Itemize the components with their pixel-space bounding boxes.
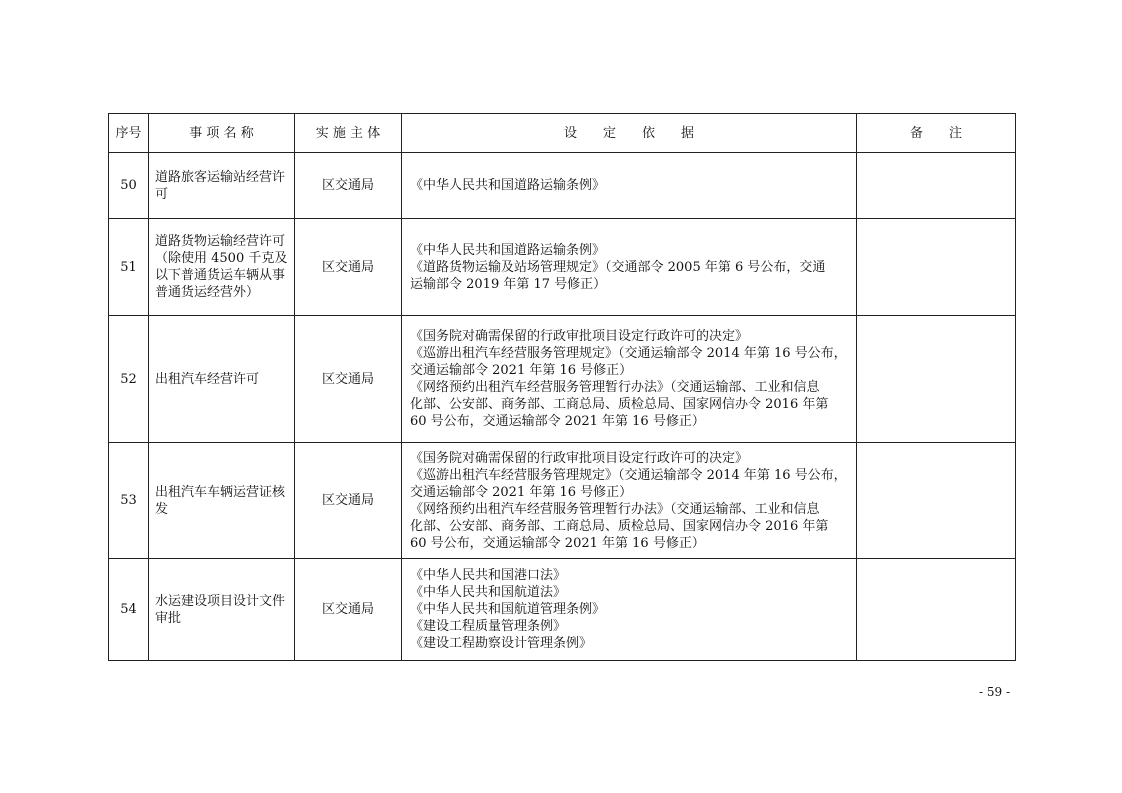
basis-line: 《中华人民共和国航道法》 — [410, 585, 567, 600]
table-header-row — [109, 114, 1016, 153]
row-index: 53 — [109, 443, 149, 559]
row-index: 50 — [109, 153, 149, 219]
row-name: 道路货物运输经营许可（除使用 4500 千克及以下普通货运车辆从事普通货运经营外） — [149, 219, 295, 316]
row-index: 52 — [109, 316, 149, 443]
basis-line: 运输部令 2019 年第 17 号修正） — [410, 276, 607, 292]
table-row — [109, 316, 1016, 443]
basis-line: 60 号公布，交通运输部令 2021 年第 16 号修正） — [410, 414, 705, 429]
basis-line: 交通运输部令 2021 年第 16 号修正） — [410, 484, 633, 500]
row-org: 区交通局 — [295, 443, 402, 559]
basis-line: 《中华人民共和国航道管理条例》 — [410, 602, 606, 617]
row-name: 出租汽车经营许可 — [149, 316, 295, 443]
basis-line: 交通运输部令 2021 年第 16 号修正） — [410, 363, 633, 378]
row-remark — [857, 316, 1016, 443]
row-remark — [857, 219, 1016, 316]
basis-line: 化部、公安部、商务部、工商总局、质检总局、国家网信办令 2016 年第 — [410, 397, 829, 412]
basis-line: 《巡游出租汽车经营服务管理规定》（交通运输部令 2014 年第 16 号公布， — [410, 346, 847, 361]
basis-line: 《国务院对确需保留的行政审批项目设定行政许可的决定》 — [410, 329, 749, 344]
basis-line: 《道路货物运输及站场管理规定》（交通部令 2005 年第 6 号公布，交通 — [410, 259, 826, 275]
header-name: 事 项 名 称 — [149, 114, 295, 153]
basis-line: 《中华人民共和国道路运输条例》 — [410, 242, 606, 258]
row-name: 水运建设项目设计文件审批 — [149, 559, 295, 661]
row-index: 54 — [109, 559, 149, 661]
row-org: 区交通局 — [295, 559, 402, 661]
basis-line: 《建设工程勘察设计管理条例》 — [410, 636, 593, 651]
row-basis — [402, 219, 857, 316]
row-index: 51 — [109, 219, 149, 316]
page-number: - 59 - — [978, 685, 1010, 699]
basis-line: 《巡游出租汽车经营服务管理规定》（交通运输部令 2014 年第 16 号公布， — [410, 467, 847, 483]
row-name: 出租汽车车辆运营证核发 — [149, 443, 295, 559]
header-index: 序号 — [109, 114, 149, 153]
basis-line: 《网络预约出租汽车经营服务管理暂行办法》（交通运输部、工业和信息 — [410, 380, 820, 395]
row-org: 区交通局 — [295, 153, 402, 219]
table-row — [109, 219, 1016, 316]
table-row — [109, 153, 1016, 219]
table-row — [109, 443, 1016, 559]
basis-line: 《中华人民共和国道路运输条例》 — [410, 178, 606, 193]
basis-line: 《国务院对确需保留的行政审批项目设定行政许可的决定》 — [410, 450, 749, 466]
table-row — [109, 559, 1016, 661]
row-remark — [857, 559, 1016, 661]
table-body — [109, 153, 1016, 661]
row-basis — [402, 559, 857, 661]
row-basis — [402, 153, 857, 219]
basis-line: 化部、公安部、商务部、工商总局、质检总局、国家网信办令 2016 年第 — [410, 518, 829, 534]
basis-line: 《网络预约出租汽车经营服务管理暂行办法》（交通运输部、工业和信息 — [410, 501, 820, 517]
row-org: 区交通局 — [295, 316, 402, 443]
row-remark — [857, 153, 1016, 219]
basis-line: 60 号公布，交通运输部令 2021 年第 16 号修正） — [410, 535, 705, 551]
basis-line: 《建设工程质量管理条例》 — [410, 619, 567, 634]
row-org: 区交通局 — [295, 219, 402, 316]
row-basis — [402, 316, 857, 443]
basis-line: 《中华人民共和国港口法》 — [410, 568, 567, 583]
row-remark — [857, 443, 1016, 559]
regulation-table — [108, 113, 1016, 661]
header-org: 实 施 主 体 — [295, 114, 402, 153]
row-name: 道路旅客运输站经营许可 — [149, 153, 295, 219]
header-basis: 设 定 依 据 — [402, 114, 857, 153]
header-remark: 备 注 — [857, 114, 1016, 153]
row-basis — [402, 443, 857, 559]
